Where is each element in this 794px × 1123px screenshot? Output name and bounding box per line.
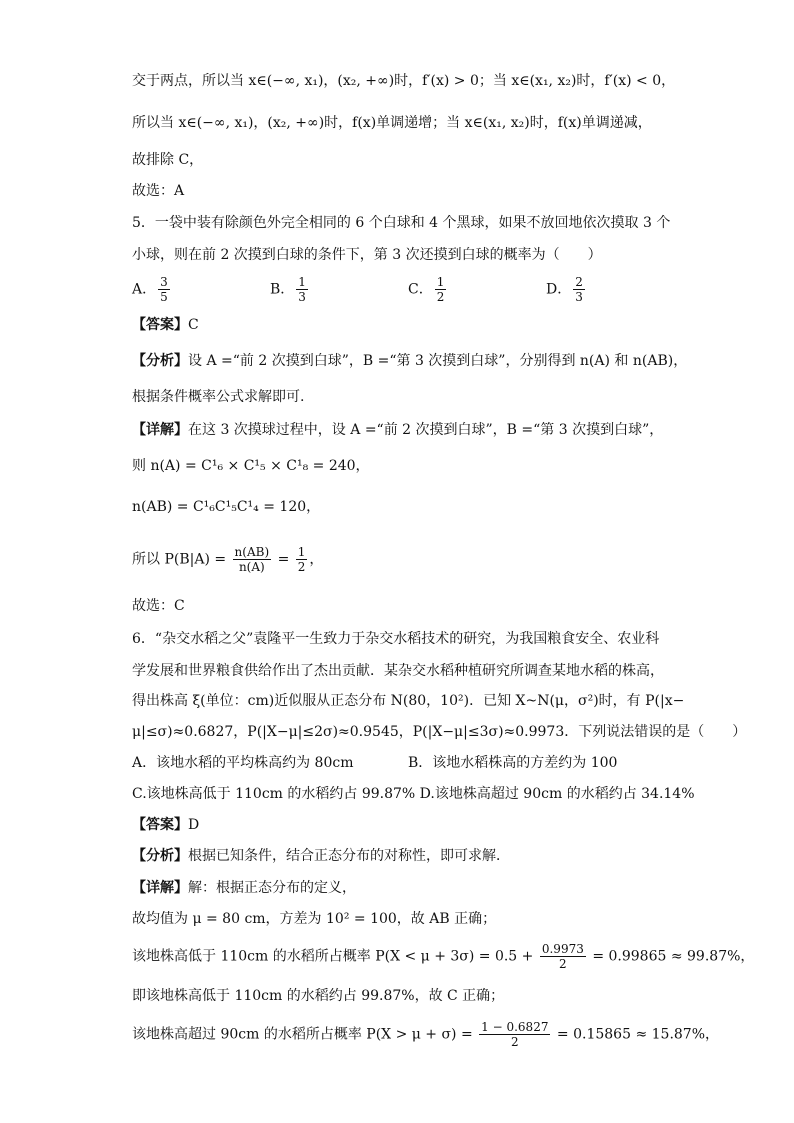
q5-option-b: B． $\frac{1}{3}$ <box>270 275 306 304</box>
q6-detail-3: 该地株高低于 110cm 的水稻所占概率 P(X < μ + 3σ) = 0.5 + $\frac{0.9973}{2}$ = 0.99865 ≈ 99.87%， <box>132 942 755 971</box>
q5-detail-4: 所以 P(B|A) = $\frac{n(AB)}{n(A)}$ = $\frac{1}{2}$ ， <box>132 545 324 574</box>
q6-detail-1: 【详解】解：根据正态分布的定义， <box>132 880 356 896</box>
q6-option-b: B．该地水稻株高的方差约为 100 <box>408 755 618 771</box>
q5-detail-1: 【详解】在这 3 次摸球过程中，设 A =“前 2 次摸到白球”，B =“第 3 次摸到白球”， <box>132 422 664 438</box>
analysis-tag: 【分析】 <box>132 353 188 369</box>
q6-stem-4: μ|≤σ)≈0.6827，P(|X−μ|≤2σ)≈0.9545，P(|X−μ|≤3σ)≈0.9973．下列说法错误的是（ ） <box>132 724 747 740</box>
q5-option-a: A． $\frac{3}{5}$ <box>132 275 168 304</box>
q4-line-3: 故排除 C， <box>132 152 204 168</box>
q5-answer: 【答案】C <box>132 317 199 333</box>
analysis-tag: 【分析】 <box>132 848 188 864</box>
q6-stem-1: 6．“杂交水稻之父”袁隆平一生致力于杂交水稻技术的研究，为我国粮食安全、农业科 <box>132 631 660 647</box>
q6-answer: 【答案】D <box>132 817 200 833</box>
q5-detail-2: 则 n(A) = C¹₆ × C¹₅ × C¹₈ = 240， <box>132 458 370 474</box>
q6-detail-4: 即该地株高低于 110cm 的水稻约占 99.87%，故 C 正确； <box>132 988 505 1004</box>
q5-stem-2: 小球，则在前 2 次摸到白球的条件下，第 3 次还摸到白球的概率为（ ） <box>132 247 602 263</box>
q4-line-4: 故选：A <box>132 183 185 199</box>
q6-detail-2: 故均值为 μ = 80 cm，方差为 10² = 100，故 AB 正确； <box>132 911 497 927</box>
q5-analysis-1: 【分析】设 A =“前 2 次摸到白球”，B =“第 3 次摸到白球”，分别得到 n(A) 和 n(AB)， <box>132 353 688 369</box>
q4-line-1: 交于两点，所以当 x∈(−∞, x₁)，(x₂, +∞)时，f′(x) > 0；当 x∈(x₁, x₂)时，f′(x) < 0， <box>132 73 676 89</box>
detail-tag: 【详解】 <box>132 880 188 896</box>
answer-tag: 【答案】 <box>132 817 188 833</box>
q6-option-cd: C.该地株高低于 110cm 的水稻约占 99.87% D.该地株高超过 90cm 的水稻约占 34.14% <box>132 786 695 802</box>
q5-stem-1: 5．一袋中装有除颜色外完全相同的 6 个白球和 4 个黑球，如果不放回地依次摸取 3 个 <box>132 215 671 231</box>
detail-tag: 【详解】 <box>132 422 188 438</box>
answer-tag: 【答案】 <box>132 317 188 333</box>
q6-option-a: A．该地水稻的平均株高约为 80cm <box>132 755 354 771</box>
q5-analysis-2: 根据条件概率公式求解即可. <box>132 389 305 405</box>
q5-option-d: D． $\frac{2}{3}$ <box>546 275 583 304</box>
q6-detail-5: 该地株高超过 90cm 的水稻所占概率 P(X > μ + σ) = $\frac{1 - 0.6827}{2}$ = 0.15865 ≈ 15.87%， <box>132 1020 720 1049</box>
q6-stem-2: 学发展和世界粮食供给作出了杰出贡献．某杂交水稻种植研究所调查某地水稻的株高， <box>132 663 664 679</box>
q5-choose: 故选：C <box>132 598 185 614</box>
q6-stem-3: 得出株高 ξ(单位：cm)近似服从正态分布 N(80，10²)．已知 X~N(μ，σ²)时，有 P(|x− <box>132 693 685 709</box>
q4-line-2: 所以当 x∈(−∞, x₁)，(x₂, +∞)时，f(x)单调递增；当 x∈(x₁, x₂)时，f(x)单调递减， <box>132 115 652 131</box>
q5-option-c: C． $\frac{1}{2}$ <box>408 275 445 304</box>
q5-detail-3: n(AB) = C¹₆C¹₅C¹₄ = 120， <box>132 499 321 515</box>
q6-analysis: 【分析】根据已知条件，结合正态分布的对称性，即可求解． <box>132 848 510 864</box>
